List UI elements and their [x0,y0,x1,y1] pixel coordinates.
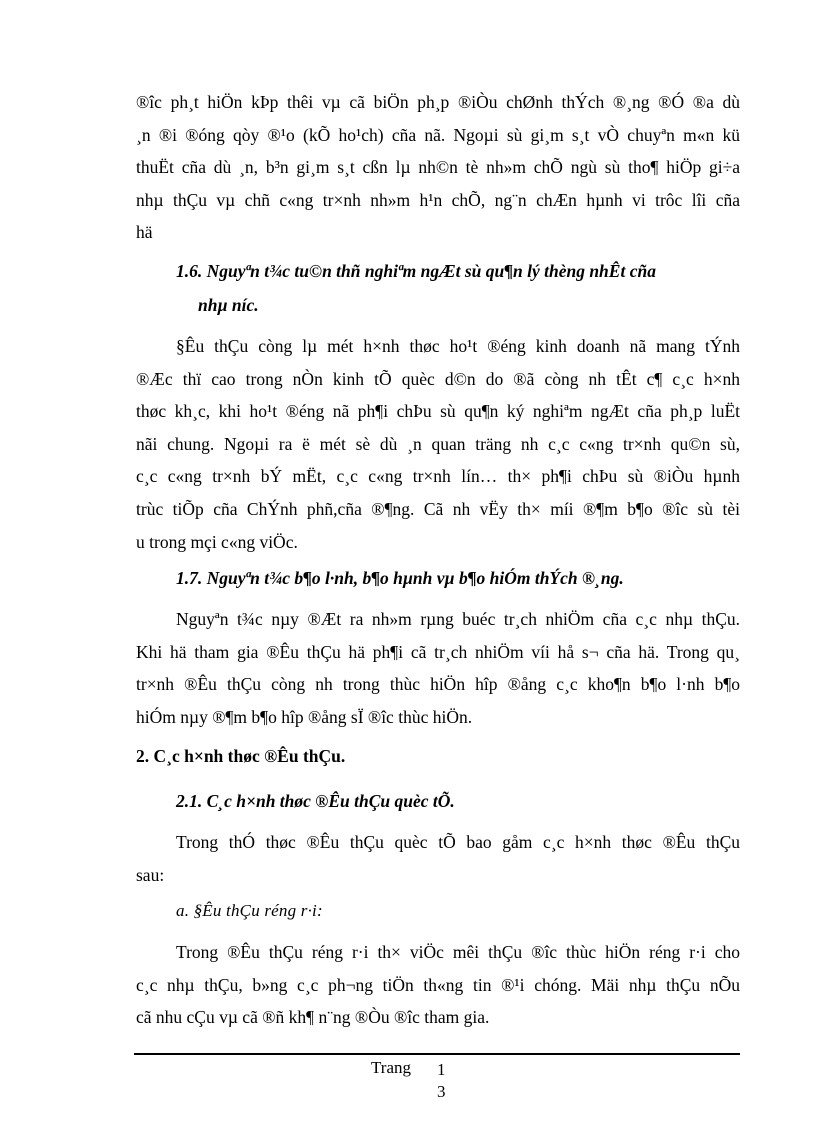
text-line: ¸n ®i ®óng qòy ®¹o (kÕ ho¹ch) cña nã. Ngoµi sù gi¸m s¸t vÒ chuyªn m«n kü [136,124,740,145]
section-heading-1-6-continued: nhµ níc. [198,295,259,315]
text-line: sau: [136,864,165,885]
text-line: Trong thÓ thøc ®Êu thÇu quèc tÕ bao gåm c¸c h×nh thøc ®Êu thÇu [176,832,740,852]
text-line: c¸c c«ng tr×nh bÝ mËt, c¸c c«ng tr×nh lín… th× ph¶i chÞu sù ®iÒu hµnh [136,466,740,487]
paragraph-supervision [136,86,740,249]
paragraph-state-management [136,330,740,558]
text-line: Nguyªn t¾c nµy ®Æt ra nh»m rµng buéc tr¸ch nhiÖm cña c¸c nhµ thÇu. [176,609,740,629]
text-line: c¸c nhµ thÇu, b»ng c¸c ph¬ng tiÖn th«ng tin ®¹i chóng. Mäi nhµ thÇu nÕu [136,974,740,995]
section-heading-1-7: 1.7. Nguyªn t¾c b¶o l·nh, b¶o hµnh vµ b¶o hiÓm thÝch ®¸ng. [176,568,624,588]
text-line: thuËt cña dù ¸n, b³n gi¸m s¸t cßn lµ nh©n tè nh»m chÕ ngù sù tho¶ hiÖp gi÷a [136,157,740,178]
text-line: u trong mçi c«ng viÖc. [136,531,298,552]
text-line: tr×nh ®Êu thÇu còng nh trong thùc hiÖn hîp ®ång c¸c kho¶n b¶o l·nh b¶o [136,674,740,695]
footer-page-number-digit-2: 3 [437,1082,446,1101]
text-line: Trong ®Êu thÇu réng r·i th× viÖc mêi thÇu ®îc thùc hiÖn réng r·i cho [176,942,740,962]
text-line: ®Æc thï cao trong nÒn kinh tÕ quèc d©n do ®ã còng nh tÊt c¶ c¸c h×nh [136,368,740,389]
text-line: hiÓm nµy ®¶m b¶o hîp ®ång sÏ ®îc thùc hiÖn. [136,706,473,727]
text-line: ®îc ph¸t hiÖn kÞp thêi vµ cã biÖn ph¸p ®iÒu chØnh thÝch ®¸ng ®Ó ®a dù [136,92,740,112]
subsection-heading-a: a. §Êu thÇu réng r·i: [176,901,323,920]
paragraph-guarantee [136,603,740,733]
footer-page-number-digit-1: 1 [437,1060,446,1079]
text-line: nãi chung. Ngoµi ra ë mét sè dù ¸n quan träng nh c¸c c«ng tr×nh qu©n sù, [136,433,740,454]
section-heading-1-6: 1.6. Nguyªn t¾c tu©n thñ nghiªm ngÆt sù qu¶n lý thèng nhÊt cña [176,261,656,281]
text-line: Khi hä tham gia ®Êu thÇu hä ph¶i cã tr¸ch nhiÖm víi hå s¬ cña hä. Trong qu¸ [136,641,740,662]
text-line: hä [136,222,153,243]
text-line: nhµ thÇu vµ chñ c«ng tr×nh nh»m h¹n chÕ, ng¨n chÆn hµnh vi trôc lîi cña [136,189,740,210]
section-heading-2-1: 2.1. C¸c h×nh thøc ®Êu thÇu quèc tÕ. [176,791,455,811]
section-heading-2: 2. C¸c h×nh thøc ®Êu thÇu. [136,746,346,766]
footer-page-label: Trang [371,1058,411,1077]
paragraph-open-bidding [136,936,740,1034]
text-line: thøc kh¸c, khi ho¹t ®éng nã ph¶i chÞu sù qu¶n ký nghiªm ngÆt cña ph¸p luËt [136,401,740,422]
paragraph-international-bidding [136,826,740,891]
text-line: cã nhu cÇu vµ cã ®ñ kh¶ n¨ng ®Òu ®îc tham gia. [136,1007,490,1028]
text-line: trùc tiÕp cña ChÝnh phñ,cña ®¶ng. Cã nh vËy th× míi ®¶m b¶o ®îc sù tèi [136,498,740,519]
footer-divider [134,1053,740,1055]
text-line: §Êu thÇu còng lµ mét h×nh thøc ho¹t ®éng kinh doanh nã mang tÝnh [176,336,740,356]
